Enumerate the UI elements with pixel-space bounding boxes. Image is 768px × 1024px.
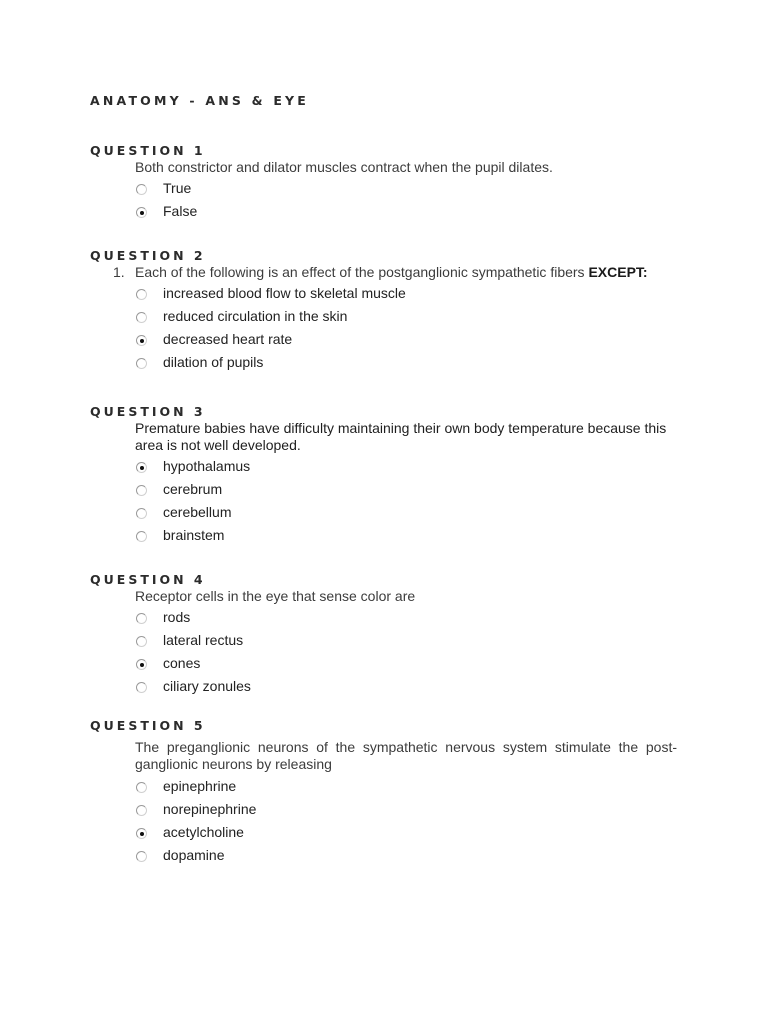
question-text-emphasis: EXCEPT:	[588, 264, 648, 280]
radio-button[interactable]	[136, 851, 147, 862]
answer-label: rods	[163, 608, 191, 625]
radio-button[interactable]	[136, 312, 147, 323]
answer-option[interactable]	[136, 523, 250, 546]
answer-options	[136, 774, 256, 866]
question-heading: QUESTION 2	[90, 248, 206, 263]
answer-label: brainstem	[163, 526, 225, 543]
answer-label: dopamine	[163, 846, 225, 863]
radio-button[interactable]	[136, 207, 147, 218]
radio-button[interactable]	[136, 531, 147, 542]
radio-button[interactable]	[136, 805, 147, 816]
answer-label: epinephrine	[163, 777, 237, 794]
answer-option[interactable]	[136, 651, 251, 674]
answer-label: cerebrum	[163, 480, 223, 497]
answer-option[interactable]	[136, 176, 197, 199]
answer-option[interactable]	[136, 327, 406, 350]
answer-label: reduced circulation in the skin	[163, 307, 348, 324]
answer-option[interactable]	[136, 797, 256, 820]
answer-label: dilation of pupils	[163, 353, 264, 370]
answer-option[interactable]	[136, 477, 250, 500]
answer-label: hypothalamus	[163, 457, 251, 474]
answer-option[interactable]	[136, 454, 250, 477]
answer-label: False	[163, 202, 198, 219]
question-text	[135, 264, 677, 281]
answer-options	[136, 281, 406, 373]
radio-button[interactable]	[136, 828, 147, 839]
answer-option[interactable]	[136, 843, 256, 866]
answer-option[interactable]	[136, 350, 406, 373]
radio-button[interactable]	[136, 485, 147, 496]
answer-option[interactable]	[136, 199, 197, 222]
answer-option[interactable]	[136, 281, 406, 304]
answer-option[interactable]	[136, 500, 250, 523]
question-heading: QUESTION 4	[90, 572, 206, 587]
answer-label: lateral rectus	[163, 631, 244, 648]
answer-label: decreased heart rate	[163, 330, 293, 347]
answer-option[interactable]	[136, 674, 251, 697]
radio-button[interactable]	[136, 358, 147, 369]
radio-button[interactable]	[136, 508, 147, 519]
answer-label: ciliary zonules	[163, 677, 251, 694]
page-title: ANATOMY - ANS & EYE	[90, 93, 310, 108]
question-heading: QUESTION 1	[90, 143, 206, 158]
answer-label: True	[163, 179, 192, 196]
answer-label: cerebellum	[163, 503, 232, 520]
question-text-main: Each of the following is an effect of the postganglionic sympathetic fibers	[135, 264, 589, 280]
radio-button[interactable]	[136, 184, 147, 195]
radio-button[interactable]	[136, 659, 147, 670]
question-heading: QUESTION 5	[90, 718, 206, 733]
answer-option[interactable]	[136, 304, 406, 327]
radio-button[interactable]	[136, 782, 147, 793]
answer-option[interactable]	[136, 774, 256, 797]
answer-option[interactable]	[136, 628, 251, 651]
question-heading: QUESTION 3	[90, 404, 206, 419]
radio-button[interactable]	[136, 636, 147, 647]
question-text: Premature babies have difficulty maintaining their own body temperature because this area is not well developed.	[135, 420, 667, 453]
radio-button[interactable]	[136, 682, 147, 693]
answer-option[interactable]	[136, 605, 251, 628]
answer-label: acetylcholine	[163, 823, 244, 840]
radio-button[interactable]	[136, 462, 147, 473]
answer-options	[136, 176, 197, 222]
answer-option[interactable]	[136, 820, 256, 843]
question-text: The preganglionic neurons of the sympathetic nervous system stimulate the post-ganglionic neurons by releasing	[135, 739, 677, 772]
radio-button[interactable]	[136, 335, 147, 346]
answer-options	[136, 454, 250, 546]
answer-label: norepinephrine	[163, 800, 257, 817]
question-text: Receptor cells in the eye that sense color are	[135, 588, 416, 604]
answer-label: cones	[163, 654, 201, 671]
radio-button[interactable]	[136, 289, 147, 300]
list-number: 1.	[113, 264, 125, 280]
question-text: Both constrictor and dilator muscles contract when the pupil dilates.	[135, 159, 553, 175]
radio-button[interactable]	[136, 613, 147, 624]
answer-options	[136, 605, 251, 697]
answer-label: increased blood flow to skeletal muscle	[163, 284, 406, 301]
